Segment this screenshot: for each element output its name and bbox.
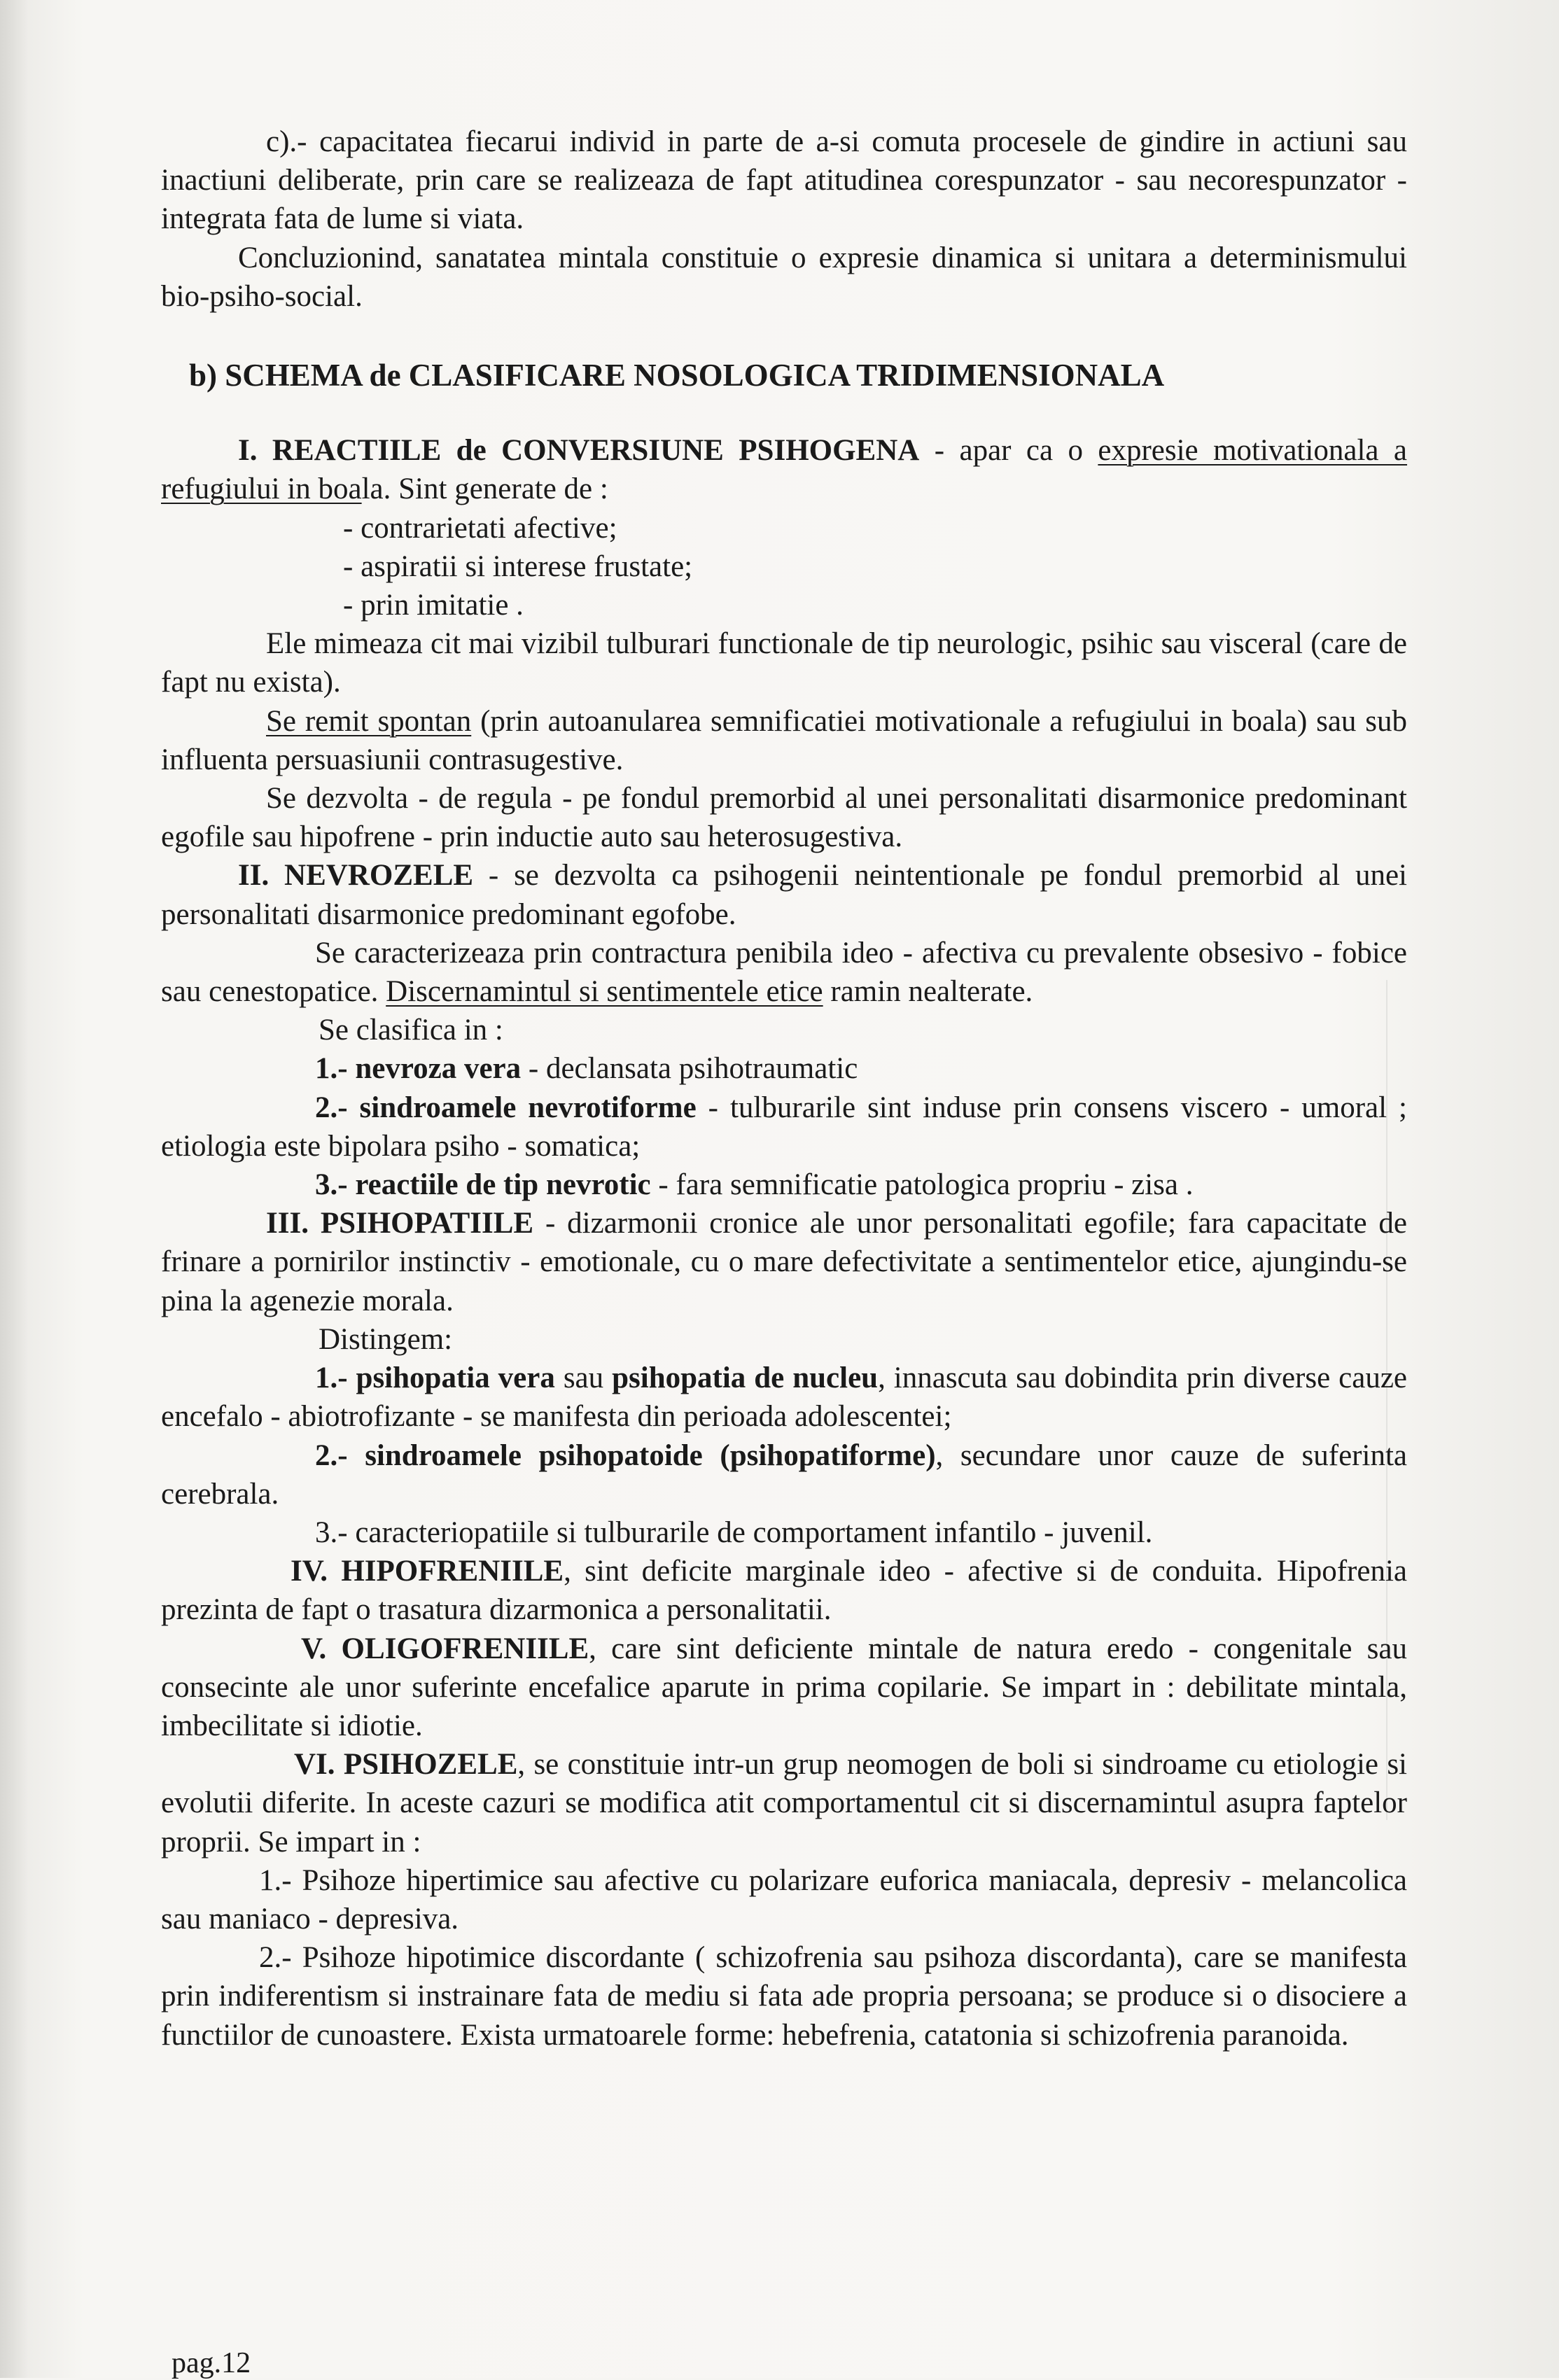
list-item-label: psihopatia de nucleu [612,1362,879,1395]
section-6-title: VI. PSIHOZELE [294,1748,518,1782]
section-1-intro-end: la. Sint generate de : [361,472,608,506]
document-body [161,122,1407,2054]
section-2-title: II. NEVROZELE [238,859,474,892]
list-item-text: , secundare unor cauze de suferinta cerebrala. [161,1438,1407,1511]
list-item [161,1049,1407,1088]
list-item-text: , innascuta sau dobindita prin diverse cauze encefalo - abiotrofizante - se manifesta din perioada adolescentei; [161,1362,1407,1434]
section-2-p1-end: ramin nealterate. [823,975,1033,1009]
section-1-p2-rest: (prin autoanularea semnificatiei motivationale a refugiului in boala) sau sub influenta persuasiunii contrasugestive. [161,704,1408,776]
section-3-rest: - dizarmonii cronice ale unor personalitati egofile; fara capacitate de frinare a pornirilor instinctiv - emotionale, cu o mare defectivitate a sentimentelor etice, ajungindu-se pina la agenezie morala. [161,1207,1407,1317]
list-item: 1.- Psihoze hipertimice sau afective cu polarizare euforica maniacala, depresiv - melancolica sau maniaco - depresiva. [161,1863,1407,1935]
section-6 [161,1745,1407,1861]
list-item-text: - declansata psihotraumatic [521,1052,858,1086]
list-item [161,1088,1407,1166]
section-1-p2 [161,702,1407,779]
section-2-intro [161,856,1407,933]
section-4-title: IV. HIPOFRENIILE [291,1555,564,1588]
page-number: pag.12 [172,2347,251,2379]
section-2-rest: - se dezvolta ca psihogenii neintentionale pe fondul premorbid al unei personalitati disarmonice predominant egofobe. [161,859,1408,931]
section-1-p3: Se dezvolta - de regula - pe fondul premorbid al unei personalitati disarmonice predominant egofile sau hipofrene - prin inductie auto sau heterosugestiva. [161,782,1407,854]
list-item [161,1166,1407,1204]
list-item-text: sau [554,1362,613,1395]
list-item [161,1436,1407,1513]
section-1-p1: Ele mimeaza cit mai vizibil tulburari functionale de tip neurologic, psihic sau visceral (care de fapt nu exista). [161,627,1407,699]
section-2-classify: Se clasifica in : [319,1014,503,1047]
list-item-text: - fara semnificatie patologica propriu - zisa . [650,1168,1194,1202]
list-item: 3.- caracteriopatiile si tulburarile de comportament infantilo - juvenil. [315,1516,1153,1549]
section-2-p1 [161,934,1407,1011]
section-1-intro-text: - apar ca o [919,434,1098,468]
section-1-title: I. REACTIILE de CONVERSIUNE PSIHOGENA [238,434,920,468]
section-2-p1-text: Se caracterizeaza prin contractura penibila ideo - afectiva cu prevalente obsesivo - fobice sau cenestopatice. [161,936,1407,1009]
section-6-rest: , se constituie intr-un grup neomogen de boli si sindroame cu etiologie si evolutii diferite. In aceste cazuri se modifica atit comportamentul cit si discernamintul asupra faptelor proprii. Se impart in : [161,1748,1407,1858]
list-item: - prin imitatie . [343,589,524,622]
list-item-label: 3.- reactiile de tip nevrotic [315,1168,651,1202]
list-item-label: 1.- psihopatia vera [315,1362,555,1395]
list-item-text: - tulburarile sint induse prin consens viscero - umoral ; etiologia este bipolara psiho - somatica; [161,1091,1407,1163]
section-3-distingem: Distingem: [319,1322,453,1356]
binding-shadow [0,0,28,2378]
paragraph-c: c).- capacitatea fiecarui individ in parte de a-si comuta procesele de gindire in actiuni sau inactiuni deliberate, prin care se realizeaza de fapt atitudinea corespunzator - sau necorespunzator - integrata fata de lume si viata. [161,125,1407,236]
section-1-underlined: expresie motivationala a refugiului in boa [161,434,1408,506]
section-5-rest: , care sint deficiente mintale de natura eredo - congenitale sau consecinte ale unor suferinte encefalice aparute in prima copilarie. Se impart in : debilitate mintala, imbecilitate si idiotie. [161,1632,1407,1742]
list-item-label: 2.- sindroamele nevrotiforme [315,1091,697,1124]
list-item-label: 2.- sindroamele psihopatoide (psihopatiforme) [315,1438,936,1472]
section-2-p1-underlined: Discernamintul si sentimentele etice [386,975,823,1009]
section-1-intro [161,431,1407,508]
list-item: - aspiratii si interese frustate; [343,550,693,583]
list-item-label: 1.- nevroza vera [315,1052,522,1086]
section-3-intro [161,1204,1407,1320]
section-4-rest: , sint deficite marginale ideo - afective si de conduita. Hipofrenia prezinta de fapt o trasatura dizarmonica a personalitatii. [161,1555,1407,1627]
list-item [161,1359,1407,1436]
list-item: 2.- Psihoze hipotimice discordante ( schizofrenia sau psihoza discordanta), care se manifesta prin indiferentism si instrainare fata de mediu si fata ade propria persoana; se produce si o disociere a functiilor de cunoastere. Exista urmatoarele forme: hebefrenia, catatonia si schizofrenia paranoida. [161,1941,1407,2052]
section-3-title: III. PSIHOPATIILE [266,1207,534,1240]
list-item: - contrarietati afective; [343,511,617,545]
section-5 [161,1630,1407,1746]
section-1-p2-underlined: Se remit spontan [266,704,472,738]
section-heading: b) SCHEMA de CLASIFICARE NOSOLOGICA TRIDIMENSIONALA [189,358,1165,393]
section-4 [161,1552,1407,1629]
section-5-title: V. OLIGOFRENIILE [301,1632,589,1665]
paragraph-conclusion: Concluzionind, sanatatea mintala constituie o expresie dinamica si unitara a determinismului bio-psiho-social. [161,241,1407,313]
